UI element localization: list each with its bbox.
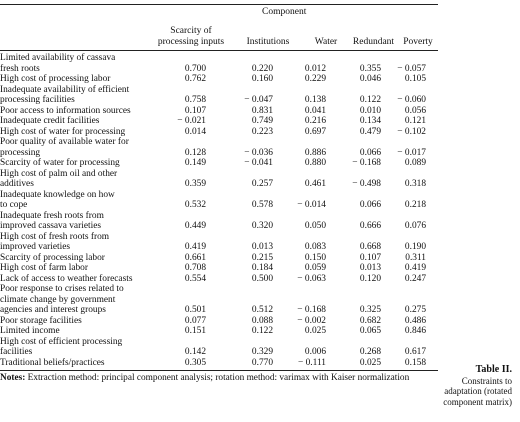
row-label-line: Limited availability of cassava: [0, 53, 116, 63]
row-label-line: Scarcity of water for processing: [0, 158, 120, 168]
row-label-line: Poor storage facilities: [0, 315, 82, 326]
loading-cell: 0.479: [359, 126, 381, 137]
table-row: [0, 85, 426, 106]
row-label-line: Inadequate credit facilities: [0, 116, 100, 126]
table-row: [0, 358, 426, 369]
loading-cell: 0.105: [404, 74, 426, 84]
row-label-line: to cope: [0, 200, 28, 210]
table-row: [0, 74, 426, 85]
loading-cell: 0.749: [251, 116, 273, 126]
caption-line: Constraints to: [461, 375, 512, 386]
loading-cell: 0.013: [251, 242, 273, 252]
loading-cell: 0.142: [184, 347, 206, 357]
caption-line: component matrix): [443, 396, 512, 407]
loading-cell: 0.076: [404, 221, 426, 231]
loading-cell: 0.122: [359, 95, 381, 105]
notes-text: Extraction method: principal component analysis; rotation method: varimax with Kaiser normalization: [27, 373, 410, 383]
component-header: Component: [262, 7, 307, 17]
loading-cell: 0.325: [359, 305, 381, 315]
row-label: [0, 337, 160, 358]
loading-cell: 0.120: [359, 273, 381, 284]
loading-cell: − 0.041: [244, 158, 273, 168]
row-label: [0, 253, 160, 264]
table-row: [0, 232, 426, 253]
table-row: [0, 169, 426, 190]
loading-cell: 0.083: [304, 242, 326, 252]
row-label-line: Scarcity of processing labor: [0, 252, 105, 263]
table-row: [0, 316, 426, 327]
row-label-line: Poor quality of available water for: [0, 137, 129, 147]
loading-cell: − 0.111: [297, 357, 326, 368]
row-label: [0, 232, 160, 253]
row-label: [0, 116, 160, 127]
loading-cell: 0.138: [304, 95, 326, 105]
table-row: [0, 326, 426, 337]
loading-cell: 0.013: [359, 263, 381, 273]
row-label-line: Traditional beliefs/practices: [0, 357, 105, 368]
row-label-line: High cost of efficient processing: [0, 336, 123, 347]
loading-cell: 0.275: [404, 305, 426, 315]
loading-cell: 0.305: [184, 357, 206, 368]
loading-cell: 0.066: [359, 147, 381, 158]
loading-cell: 0.257: [251, 179, 273, 189]
notes-label: Notes:: [0, 373, 26, 383]
loading-cell: 0.554: [184, 273, 206, 284]
loading-cell: 0.050: [304, 221, 326, 231]
table-row: [0, 53, 426, 74]
row-label: [0, 85, 160, 106]
row-label-line: facilities: [0, 347, 33, 357]
row-label: [0, 316, 160, 327]
row-label-line: Poor response to crises related to: [0, 284, 124, 294]
loading-cell: − 0.002: [297, 315, 326, 326]
row-label-line: Lack of access to weather forecasts: [0, 273, 133, 284]
header-rule: [0, 50, 438, 51]
loading-cell: 0.500: [251, 273, 273, 284]
loading-cell: 0.056: [404, 105, 426, 116]
row-label-line: improved cassava varieties: [0, 221, 102, 231]
loading-cell: 0.419: [184, 242, 206, 252]
row-label-line: Inadequate knowledge on how: [0, 189, 115, 200]
loading-cell: 0.059: [304, 263, 326, 273]
loading-cell: − 0.498: [352, 179, 381, 189]
loading-cell: 0.359: [184, 179, 206, 189]
row-label: [0, 74, 160, 85]
table-row: [0, 211, 426, 232]
loading-cell: 0.041: [304, 105, 326, 116]
row-label-line: Inadequate fresh roots from: [0, 210, 104, 221]
loading-cell: 0.107: [359, 252, 381, 263]
row-label-line: High cost of processing labor: [0, 74, 111, 84]
loading-cell: 0.886: [304, 147, 326, 158]
loading-cell: 0.329: [251, 347, 273, 357]
table-row: [0, 116, 426, 127]
table-row: [0, 158, 426, 169]
loading-cell: − 0.017: [397, 147, 426, 158]
loading-cell: 0.762: [184, 74, 206, 84]
row-label-line: agencies and interest groups: [0, 305, 106, 315]
loading-cell: 0.419: [404, 263, 426, 273]
loading-cell: 0.220: [251, 63, 273, 74]
top-rule: [0, 4, 438, 5]
loading-cell: 0.151: [184, 326, 206, 336]
row-label: [0, 169, 160, 190]
loading-cell: 0.215: [251, 252, 273, 263]
loading-cell: 0.150: [304, 252, 326, 263]
loading-cell: 0.880: [304, 158, 326, 168]
table-row: [0, 137, 426, 158]
row-label-line: fresh roots: [0, 63, 40, 74]
loading-cell: 0.014: [184, 126, 206, 137]
loading-cell: 0.318: [404, 179, 426, 189]
row-label-line: processing: [0, 147, 41, 158]
col-header-poverty: Poverty: [403, 37, 433, 47]
loading-cell: − 0.021: [177, 116, 206, 126]
loading-cell: − 0.168: [297, 305, 326, 315]
loading-cell: 0.012: [304, 63, 326, 74]
loading-cell: − 0.036: [244, 147, 273, 158]
row-label-line: climate change by government: [0, 294, 116, 305]
loading-cell: 0.311: [405, 252, 426, 263]
loading-cell: 0.046: [359, 74, 381, 84]
row-label: [0, 211, 160, 232]
table-row: [0, 253, 426, 264]
row-label: [0, 263, 160, 274]
col-header-redundant: Redundant: [352, 37, 395, 47]
loading-cell: 0.065: [359, 326, 381, 336]
loading-cell: 0.697: [304, 126, 326, 137]
loading-cell: 0.216: [304, 116, 326, 126]
table-row: [0, 127, 426, 138]
rotated-component-matrix: [0, 53, 426, 368]
loading-cell: 0.770: [251, 357, 273, 368]
row-label-line: Limited income: [0, 326, 60, 336]
table-row: [0, 263, 426, 274]
loading-cell: 0.268: [359, 347, 381, 357]
loading-cell: 0.107: [184, 105, 206, 116]
loading-cell: 0.700: [184, 63, 206, 74]
loading-cell: 0.486: [404, 315, 426, 326]
loading-cell: 0.461: [304, 179, 326, 189]
row-label: [0, 326, 160, 337]
loading-cell: − 0.014: [297, 200, 326, 210]
row-label: [0, 127, 160, 138]
loading-cell: − 0.060: [397, 95, 426, 105]
table-caption: [443, 365, 512, 407]
loading-cell: 0.088: [251, 315, 273, 326]
col-header-scarcity-line1: Scarcity of: [170, 26, 212, 36]
row-label-line: Poor access to information sources: [0, 105, 131, 116]
loading-cell: 0.006: [304, 347, 326, 357]
table-row: [0, 337, 426, 358]
row-label-line: Inadequate availability of efficient: [0, 84, 130, 95]
row-label: [0, 158, 160, 169]
loading-cell: 0.122: [251, 326, 273, 336]
loading-cell: 0.128: [184, 147, 206, 158]
row-label: [0, 106, 160, 117]
loading-cell: 0.512: [251, 305, 273, 315]
loading-cell: 0.532: [184, 200, 206, 210]
loading-cell: 0.449: [184, 221, 206, 231]
loading-cell: 0.077: [184, 315, 206, 326]
loading-cell: 0.089: [404, 158, 426, 168]
loading-cell: 0.010: [359, 105, 381, 116]
table-row: [0, 190, 426, 211]
row-label: [0, 274, 160, 285]
table-number: Table II.: [475, 364, 512, 375]
loading-cell: 0.758: [184, 95, 206, 105]
loading-cell: − 0.047: [244, 95, 273, 105]
col-header-institutions: Institutions: [246, 37, 290, 47]
table-row: [0, 106, 426, 117]
row-label-line: High cost of farm labor: [0, 263, 88, 273]
row-label: [0, 284, 160, 316]
loading-cell: 0.578: [251, 200, 273, 210]
loading-cell: 0.661: [184, 252, 206, 263]
row-label: [0, 190, 160, 211]
loading-cell: 0.229: [304, 74, 326, 84]
loading-cell: 0.134: [359, 116, 381, 126]
loading-cell: 0.831: [251, 105, 273, 116]
row-label-line: processing facilities: [0, 95, 75, 105]
loading-cell: 0.682: [359, 315, 381, 326]
row-label-line: High cost of fresh roots from: [0, 231, 110, 242]
loading-cell: 0.666: [359, 221, 381, 231]
row-label: [0, 53, 160, 74]
loading-cell: 0.218: [404, 200, 426, 210]
loading-cell: 0.025: [359, 357, 381, 368]
loading-cell: 0.247: [404, 273, 426, 284]
loading-cell: 0.121: [404, 116, 426, 126]
caption-line: adaptation (rotated: [444, 386, 512, 396]
loading-cell: 0.617: [404, 347, 426, 357]
row-label: [0, 358, 160, 369]
loading-cell: 0.501: [184, 305, 206, 315]
loading-cell: 0.355: [359, 63, 381, 74]
row-label-line: additives: [0, 179, 34, 189]
col-header-water: Water: [314, 37, 338, 47]
row-label-line: improved varieties: [0, 242, 71, 252]
table-row: [0, 274, 426, 285]
loading-cell: − 0.168: [352, 158, 381, 168]
loading-cell: 0.025: [304, 326, 326, 336]
loading-cell: 0.149: [184, 158, 206, 168]
col-header-scarcity: [150, 26, 232, 47]
loading-cell: 0.158: [404, 357, 426, 368]
loading-cell: 0.708: [184, 263, 206, 273]
loading-cell: 0.184: [251, 263, 273, 273]
loading-cell: − 0.057: [397, 63, 426, 74]
loading-cell: 0.846: [404, 326, 426, 336]
row-label-line: High cost of palm oil and other: [0, 168, 118, 179]
loading-cell: 0.223: [251, 126, 273, 137]
loading-cell: 0.190: [404, 242, 426, 252]
loading-cell: − 0.102: [397, 126, 426, 137]
loading-cell: 0.668: [359, 242, 381, 252]
loading-cell: 0.160: [251, 74, 273, 84]
row-label: [0, 137, 160, 158]
loading-cell: − 0.063: [297, 273, 326, 284]
row-label-line: High cost of water for processing: [0, 126, 126, 137]
table-row: [0, 284, 426, 316]
table-notes: [0, 373, 438, 384]
bottom-rule: [0, 370, 438, 371]
loading-cell: 0.066: [359, 200, 381, 210]
col-header-scarcity-line2: processing inputs: [157, 36, 225, 47]
loading-cell: 0.320: [251, 221, 273, 231]
